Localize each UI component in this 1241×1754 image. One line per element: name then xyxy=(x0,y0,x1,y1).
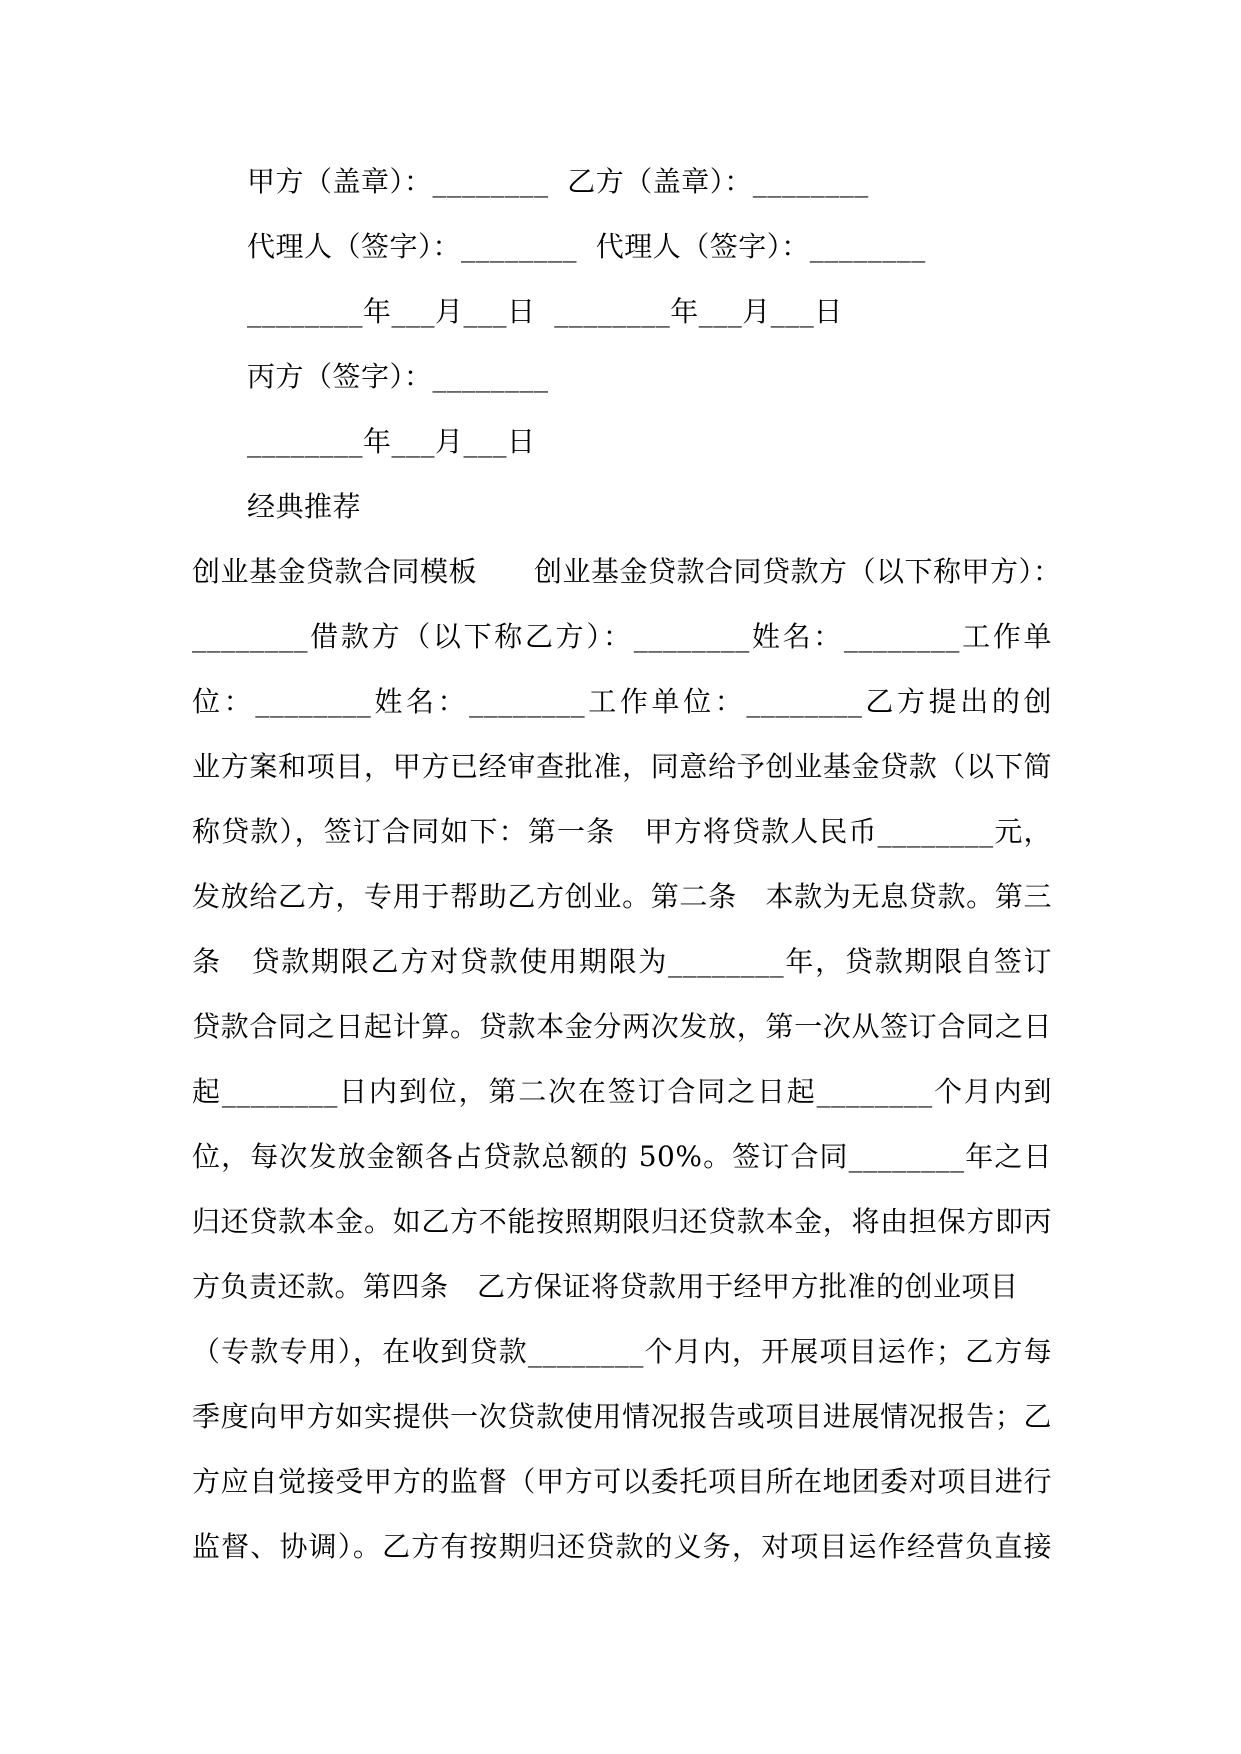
body-line: 归还贷款本金。如乙方不能按照期限归还贷款本金，将由担保方即丙 xyxy=(192,1205,1052,1238)
signature-line-dates: ________年___月___日 ________年___月___日 xyxy=(247,295,843,328)
signature-line-agents: 代理人（签字）：________ 代理人（签字）：________ xyxy=(247,230,926,263)
body-line: 创业基金贷款合同模板 创业基金贷款合同贷款方（以下称甲方）： xyxy=(192,555,1062,588)
body-line: （专款专用），在收到贷款________个月内，开展项目运作；乙方每 xyxy=(192,1335,1052,1368)
body-line: 贷款合同之日起计算。贷款本金分两次发放，第一次从签订合同之日 xyxy=(192,1010,1052,1043)
recommend-heading: 经典推荐 xyxy=(247,490,362,523)
body-line: 监督、协调）。乙方有按期归还贷款的义务，对项目运作经营负直接 xyxy=(192,1530,1052,1563)
body-line: ________借款方（以下称乙方）：________姓名：________工作单 xyxy=(192,620,1052,653)
body-line: 发放给乙方，专用于帮助乙方创业。第二条 本款为无息贷款。第三 xyxy=(192,880,1052,913)
body-line: 业方案和项目，甲方已经审查批准，同意给予创业基金贷款（以下简 xyxy=(192,750,1052,783)
body-line: 条 贷款期限乙方对贷款使用期限为________年，贷款期限自签订 xyxy=(192,945,1052,978)
body-line: 方应自觉接受甲方的监督（甲方可以委托项目所在地团委对项目进行 xyxy=(192,1465,1052,1498)
body-line: 称贷款），签订合同如下：第一条 甲方将贷款人民币________元， xyxy=(192,815,1052,848)
body-line: 位，每次发放金额各占贷款总额的 50%。签订合同________年之日 xyxy=(192,1140,1052,1173)
body-line: 位：________姓名：________工作单位：________乙方提出的创 xyxy=(192,685,1052,718)
body-line: 起________日内到位，第二次在签订合同之日起________个月内到 xyxy=(192,1075,1052,1108)
signature-line-party-c: 丙方（签字）：________ xyxy=(247,360,549,393)
body-line: 季度向甲方如实提供一次贷款使用情况报告或项目进展情况报告；乙 xyxy=(192,1400,1052,1433)
body-line: 方负责还款。第四条 乙方保证将贷款用于经甲方批准的创业项目 xyxy=(192,1270,1019,1303)
signature-line-party-a-b: 甲方（盖章）：________ 乙方（盖章）：________ xyxy=(247,165,869,198)
signature-line-party-c-date: ________年___月___日 xyxy=(247,425,536,458)
